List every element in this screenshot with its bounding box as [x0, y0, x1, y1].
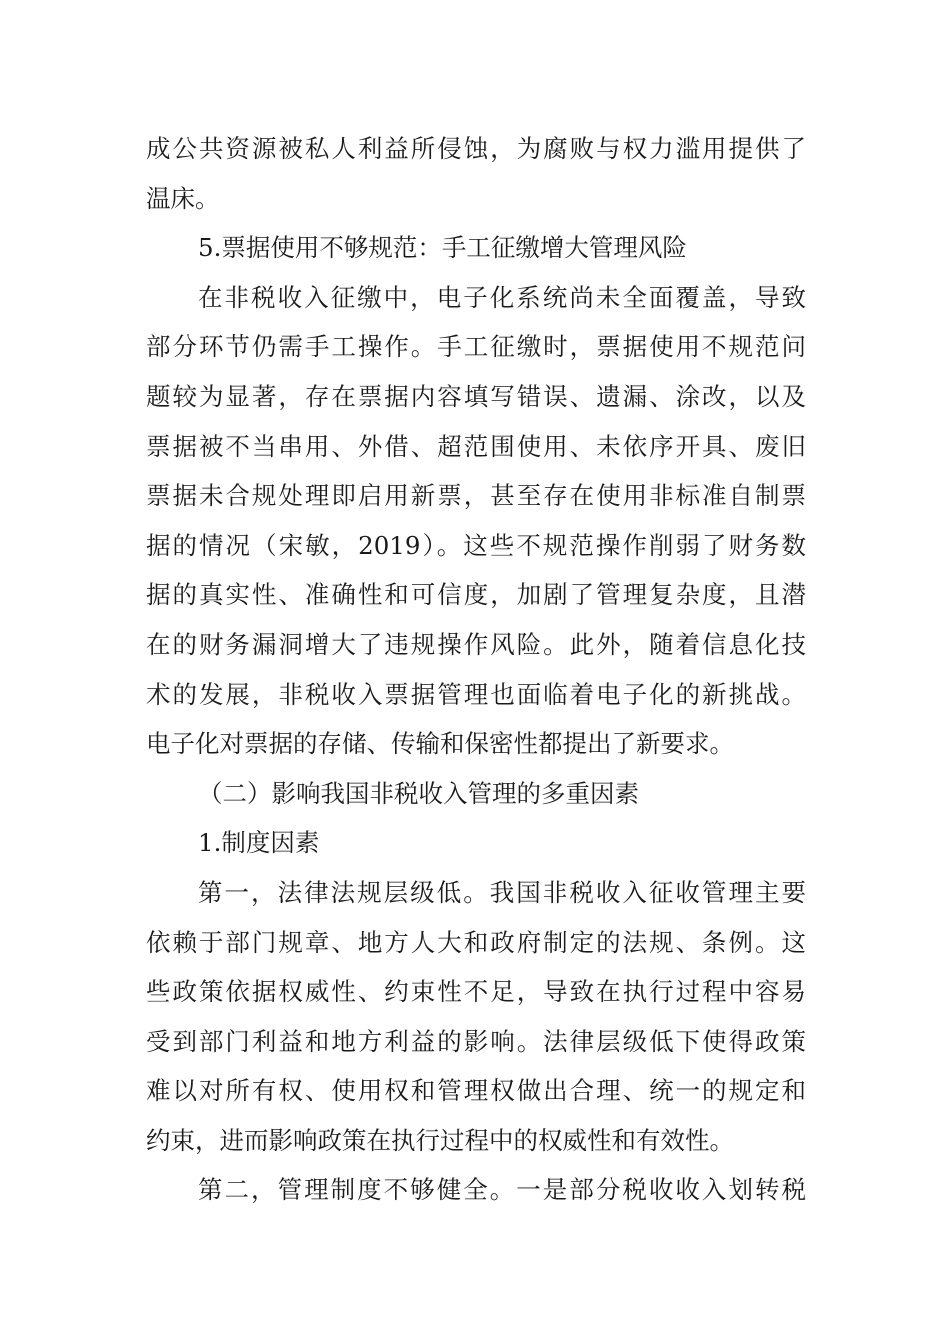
body-text-line: 依赖于部门规章、地方人大和政府制定的法规、条例。这	[146, 927, 806, 957]
body-text-line: 约束，进而影响政策在执行过程中的权威性和有效性。	[146, 1125, 734, 1155]
body-text-line: 在的财务漏洞增大了违规操作风险。此外，随着信息化技	[146, 629, 806, 659]
body-text-line: 据的情况（宋敏，2019）。这些不规范操作削弱了财务数	[146, 530, 806, 560]
body-text-line: 票据未合规处理即启用新票，甚至存在使用非标准自制票	[146, 481, 806, 511]
body-text-line: 题较为显著，存在票据内容填写错误、遗漏、涂改，以及	[146, 381, 806, 411]
body-text-line: 些政策依据权威性、约束性不足，导致在执行过程中容易	[146, 977, 806, 1007]
body-text-line: 部分环节仍需手工操作。手工征缴时，票据使用不规范问	[146, 332, 806, 362]
body-text-line: 第二，管理制度不够健全。一是部分税收收入划转税	[198, 1175, 806, 1205]
body-text-line: 受到部门利益和地方利益的影响。法律层级低下使得政策	[146, 1026, 806, 1056]
body-text-line: 难以对所有权、使用权和管理权做出合理、统一的规定和	[146, 1076, 806, 1106]
document-page	[146, 124, 806, 1215]
body-text-line: 成公共资源被私人利益所侵蚀，为腐败与权力滥用提供了	[146, 134, 806, 163]
subsection-heading: 1.制度因素	[198, 828, 320, 858]
body-text-line: 据的真实性、准确性和可信度，加剧了管理复杂度，且潜	[146, 580, 806, 610]
body-text-line: 在非税收入征缴中，电子化系统尚未全面覆盖，导致	[198, 282, 806, 312]
body-text-line: 票据被不当串用、外借、超范围使用、未依序开具、废旧	[146, 431, 806, 461]
body-text-line: 温床。	[146, 183, 220, 213]
section-heading: 5.票据使用不够规范：手工征缴增大管理风险	[198, 233, 687, 263]
section-heading: （二）影响我国非税收入管理的多重因素	[198, 778, 639, 808]
body-text-line: 术的发展，非税收入票据管理也面临着电子化的新挑战。	[146, 679, 806, 709]
body-text-line: 第一，法律法规层级低。我国非税收入征收管理主要	[198, 877, 806, 907]
body-text-line: 电子化对票据的存储、传输和保密性都提出了新要求。	[146, 729, 734, 759]
